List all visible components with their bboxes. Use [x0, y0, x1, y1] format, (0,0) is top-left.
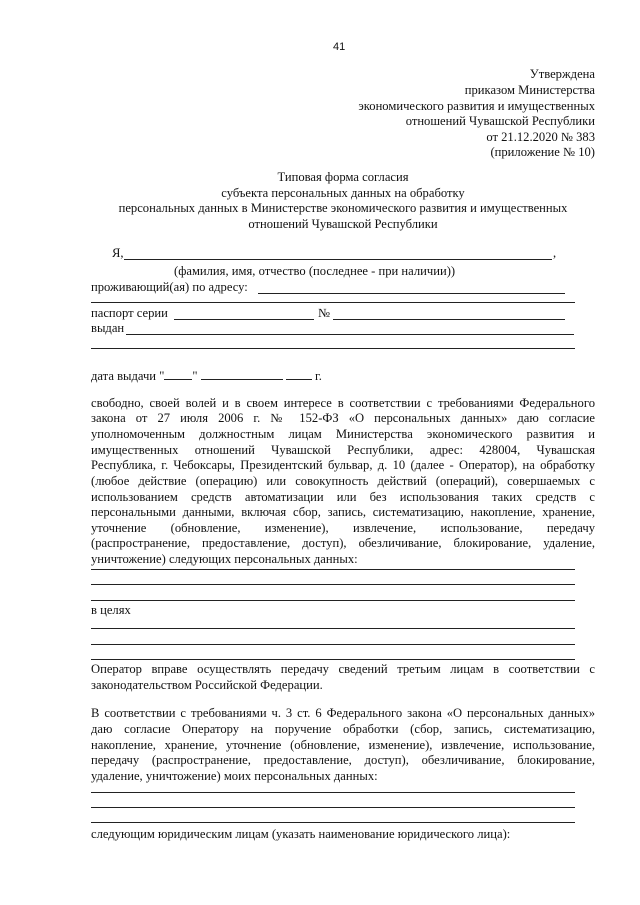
- assignment-line: удаление, уничтожение) моих персональных данных:: [91, 769, 378, 783]
- fio-field[interactable]: [124, 259, 552, 260]
- approval-line: отношений Чувашской Республики: [405, 114, 595, 128]
- assignment-line: даю согласие Оператору на поручение обработки (сбор, запись, систематизацию,: [91, 722, 595, 736]
- consent-line: использованием средств автоматизации или без использования таких средств с: [91, 490, 595, 504]
- purpose-field[interactable]: [91, 659, 575, 660]
- consent-line: (любое действие (операцию) или совокупность действий (операций), совершаемых с: [91, 474, 595, 488]
- passport-number-field[interactable]: [333, 319, 565, 320]
- personal-data-field[interactable]: [91, 600, 575, 601]
- issue-date-quote: ": [192, 369, 198, 383]
- issue-date-year-field[interactable]: [286, 368, 312, 380]
- assigned-data-field[interactable]: [91, 822, 575, 823]
- consent-line: уполномоченным должностным лицам Министерства экономического развития и: [91, 427, 595, 441]
- document-title-line: отношений Чувашской Республики: [248, 217, 438, 231]
- consent-line: уничтожение) следующих персональных данных:: [91, 552, 358, 566]
- approval-line: экономического развития и имущественных: [358, 99, 595, 113]
- consent-line: Республика, г. Чебоксары, Президентский бульвар, д. 10 (далее - Оператор), на обработку: [91, 458, 595, 472]
- document-title-line: Типовая форма согласия: [277, 170, 409, 184]
- personal-data-field[interactable]: [91, 569, 575, 570]
- issue-date-month-field[interactable]: [201, 368, 283, 380]
- i-label: Я,: [112, 246, 124, 260]
- consent-line: свободно, своей волей и в своем интересе в соответствии с требованиями Федерального: [91, 396, 595, 410]
- consent-line: (распространение, предоставление, доступ), обезличивание, блокирование, удаление,: [91, 536, 595, 550]
- assignment-line: передачу (распространение, предоставление, доступ), обезличивание, блокирование,: [91, 753, 595, 767]
- assigned-data-field[interactable]: [91, 807, 575, 808]
- issued-by-field-line2[interactable]: [91, 348, 575, 349]
- issue-date-day-field[interactable]: [164, 368, 192, 380]
- consent-line: закона от 27 июля 2006 г. № 152-ФЗ «О персональных данных» даю согласие: [91, 411, 595, 425]
- transfer-line: Оператор вправе осуществлять передачу сведений третьим лицам в соответствии с: [91, 662, 595, 676]
- page-number: 41: [333, 41, 346, 53]
- issue-date-prefix: дата выдачи ": [91, 369, 165, 383]
- transfer-line: законодательством Российской Федерации.: [91, 678, 323, 692]
- passport-series-field[interactable]: [174, 319, 314, 320]
- consent-line: имущественных отношений Чувашской Республики, адрес: 428004, Чувашская: [91, 443, 595, 457]
- fio-comma: ,: [553, 246, 557, 260]
- purpose-field[interactable]: [91, 628, 575, 629]
- purpose-field[interactable]: [91, 644, 575, 645]
- purpose-label: в целях: [91, 603, 131, 617]
- consent-line: уточнение (обновление, изменение), извлечение, использование, передачу: [91, 521, 595, 535]
- approval-line: Утверждена: [529, 67, 595, 81]
- assigned-data-field[interactable]: [91, 792, 575, 793]
- approval-line: приказом Министерства: [464, 83, 595, 97]
- approval-line: (приложение № 10): [490, 145, 595, 159]
- assignment-line: накопление, хранение, уточнение (обновление, изменение), извлечение, использование,: [91, 738, 595, 752]
- issued-by-label: выдан: [91, 321, 125, 335]
- document-title-line: субъекта персональных данных на обработку: [221, 186, 465, 200]
- address-label: проживающий(ая) по адресу:: [91, 280, 248, 294]
- fio-hint: (фамилия, имя, отчество (последнее - при наличии)): [174, 264, 456, 278]
- address-field[interactable]: [258, 293, 565, 294]
- address-field-line2[interactable]: [91, 302, 575, 303]
- assignment-line: В соответствии с требованиями ч. 3 ст. 6 Федерального закона «О персональных данных»: [91, 706, 595, 720]
- document-title-line: персональных данных в Министерстве экономического развития и имущественных: [118, 201, 568, 215]
- personal-data-field[interactable]: [91, 584, 575, 585]
- issue-date-year-suffix: г.: [314, 369, 322, 383]
- passport-number-label: №: [318, 306, 331, 320]
- passport-series-label: паспорт серии: [91, 306, 168, 320]
- issue-date-label: [91, 368, 322, 385]
- legal-entities-label: следующим юридическим лицам (указать наименование юридического лица):: [91, 827, 511, 841]
- approval-line: от 21.12.2020 № 383: [486, 130, 595, 144]
- issued-by-field[interactable]: [126, 334, 574, 335]
- consent-line: персональными данными, включая сбор, запись, систематизацию, накопление, хранение,: [91, 505, 595, 519]
